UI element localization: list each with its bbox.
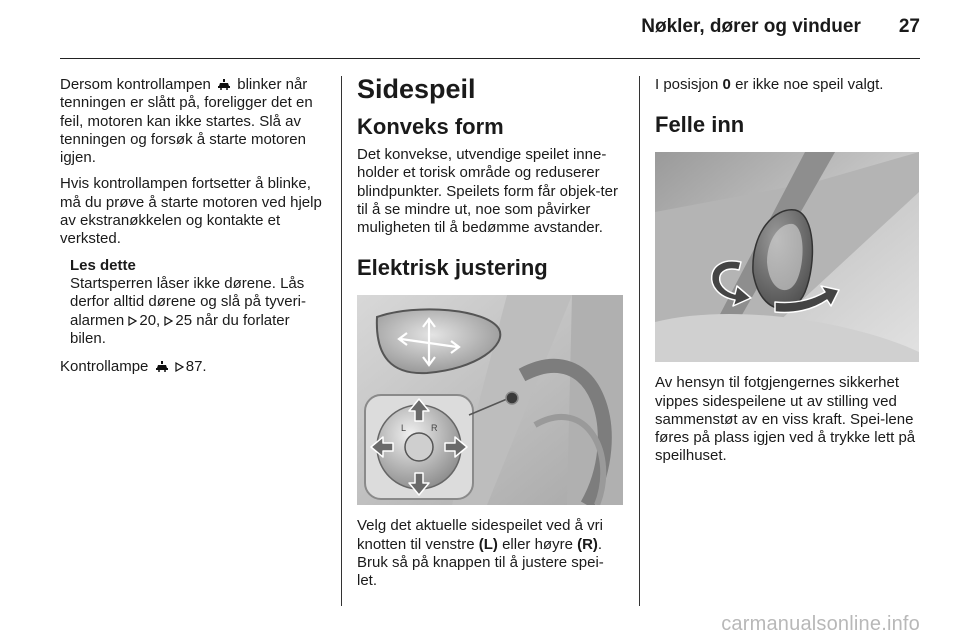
- knob-label-r: R: [431, 423, 438, 434]
- page-reference-triangle-icon: [175, 362, 184, 372]
- subheading-elektrisk: Elektrisk justering: [357, 255, 548, 281]
- reference-link-25[interactable]: 25 når du forlater bilen.: [70, 311, 290, 347]
- paragraph-felle-inn: Av hensyn til fotgjengernes sikkerhet vippes sidespeilene ut av stilling ved sammenstøt av en viss kraft. Spei-lene føres på plass igjen ved å trykke lett på speilhuset.: [655, 374, 916, 465]
- subheading-felle-inn: Felle inn: [655, 112, 745, 138]
- paragraph-konveks: Det konvekse, utvendige speilet inne-holder et torisk område og reduserer blindpunkter. Speilets form får objek-ter til å se mindre ut, noe som påvirker muligheten til å bedømme avstander.: [357, 146, 618, 237]
- note-block: [60, 257, 325, 348]
- paragraph-indicator-blink: Dersom kontrollampen blinker når tenningen er slått på, foreligger det en feil, motoren kan ikke startes. Slå av tenningen og forsøk å starte motoren igjen.: [60, 76, 313, 167]
- reference-link-20[interactable]: 20,: [139, 311, 161, 329]
- paragraph-position-zero: I posisjon 0 er ikke noe speil valgt.: [655, 76, 884, 93]
- column-3: [655, 76, 923, 474]
- column-divider-1: [341, 76, 342, 606]
- subheading-konveks: Konveks form: [357, 114, 504, 139]
- knob-label-l: L: [401, 423, 407, 434]
- page-header: [641, 16, 920, 38]
- car-key-warning-icon: [155, 361, 169, 372]
- section-title-sidespeil: Sidespeil: [357, 74, 476, 104]
- header-divider: [60, 58, 920, 59]
- chapter-title: Nøkler, dører og vinduer: [641, 16, 861, 37]
- page-number: 27: [898, 16, 920, 37]
- mirror-adjust-illustration: [357, 295, 623, 505]
- watermark: carmanualsonline.info: [721, 613, 920, 635]
- page-reference-triangle-icon: [128, 316, 137, 326]
- page-reference-triangle-icon: [164, 316, 173, 326]
- mirror-knob-icon: [506, 392, 518, 404]
- column-divider-2: [639, 76, 640, 606]
- paragraph-elektrisk: Velg det aktuelle sidespeilet ved å vri knotten til venstre (L) eller høyre (R). Bruk så på knappen til å justere spei-let.: [357, 517, 604, 590]
- paragraph-indicator-ref: Kontrollampe 87.: [60, 358, 207, 376]
- mirror-fold-illustration: [655, 152, 919, 362]
- note-heading: Les dette: [70, 256, 136, 274]
- paragraph-keep-blinking: Hvis kontrollampen fortsetter å blinke, må du prøve å starte motoren ved hjelp av ekstranøkkelen og kontakte et verksted.: [60, 175, 322, 248]
- car-key-warning-icon: [217, 79, 231, 90]
- note-text: Startsperren låser ikke dørene. Lås derfor alltid dørene og slå på tyveri-alarmen 20, 25 når du forlater bilen.: [70, 274, 306, 347]
- column-1: [60, 76, 325, 384]
- column-2: [357, 76, 623, 599]
- reference-link-87[interactable]: 87.: [185, 358, 207, 376]
